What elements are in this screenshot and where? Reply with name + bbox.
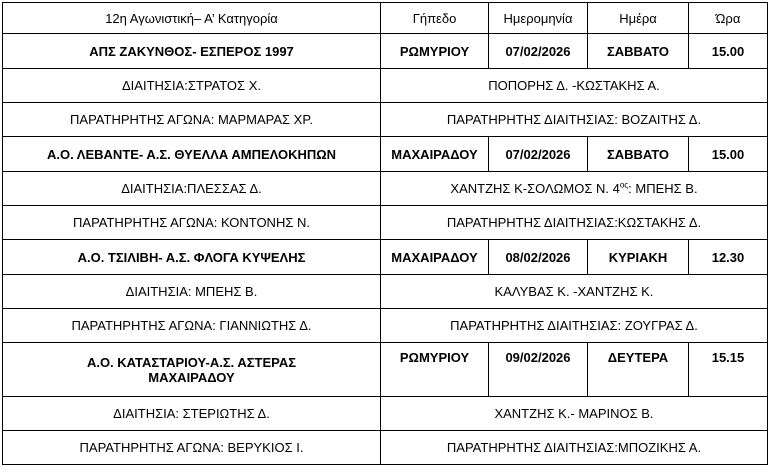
match-teams-line2: ΜΑΧΑΙΡΑΔΟΥ xyxy=(148,369,235,385)
fourth-official-text: : ΜΠΕΗΣ Β. xyxy=(628,181,698,196)
officials-row xyxy=(3,172,768,206)
schedule-table xyxy=(2,2,768,465)
match-teams-line1: Α.Ο. ΚΑΤΑΣΤΑΡΙΟΥ-Α.Σ. ΑΣΤΕΡΑΣ xyxy=(86,354,297,370)
referee-observer-cell: ΠΑΡΑΤΗΡΗΤΗΣ ΔΙΑΙΤΗΣΙΑΣ:ΜΠΟΖΙΚΗΣ Α. xyxy=(381,431,768,465)
match-day: ΚΥΡΙΑΚΗ xyxy=(588,240,689,275)
assistants-cell: ΠΟΠΟΡΗΣ Δ. -ΚΩΣΤΑΚΗΣ Α. xyxy=(381,69,768,103)
header-round: 12η Αγωνιστική– Α’ Κατηγορία xyxy=(3,3,381,34)
match-venue: ΡΩΜΥΡΙΟΥ xyxy=(381,343,489,397)
referee-cell: ΔΙΑΙΤΗΣΙΑ:ΠΛΕΣΣΑΣ Δ. xyxy=(3,172,381,206)
match-row xyxy=(3,137,768,172)
match-date: 07/02/2026 xyxy=(489,137,588,172)
match-venue: ΜΑΧΑΙΡΑΔΟΥ xyxy=(381,240,489,275)
match-time: 15.00 xyxy=(689,137,768,172)
referee-cell: ΔΙΑΙΤΗΣΙΑ: ΣΤΕΡΙΩΤΗΣ Δ. xyxy=(3,397,381,431)
match-day: ΣΑΒΒΑΤΟ xyxy=(588,34,689,69)
match-day: ΣΑΒΒΑΤΟ xyxy=(588,137,689,172)
observers-row xyxy=(3,103,768,137)
match-teams: Α.Ο. ΛΕΒΑΝΤΕ- Α.Σ. ΘΥΕΛΛΑ ΑΜΠΕΛΟΚΗΠΩΝ xyxy=(3,137,381,172)
match-time: 15.15 xyxy=(689,343,768,397)
referee-cell: ΔΙΑΙΤΗΣΙΑ:ΣΤΡΑΤΟΣ Χ. xyxy=(3,69,381,103)
referee-observer-cell: ΠΑΡΑΤΗΡΗΤΗΣ ΔΙΑΙΤΗΣΙΑΣ: ΖΟΥΓΡΑΣ Δ. xyxy=(381,309,768,343)
match-row xyxy=(3,240,768,275)
observers-row xyxy=(3,431,768,465)
header-time: Ώρα xyxy=(689,3,768,34)
assistants-text: ΧΑΝΤΖΗΣ Κ-ΣΟΛΩΜΟΣ Ν. 4 xyxy=(450,181,620,196)
match-row xyxy=(3,34,768,69)
match-teams xyxy=(3,343,381,397)
match-teams: Α.Ο. ΤΣΙΛΙΒΗ- Α.Σ. ΦΛΟΓΑ ΚΥΨΕΛΗΣ xyxy=(3,240,381,275)
observers-row xyxy=(3,206,768,240)
match-venue: ΡΩΜΥΡΙΟΥ xyxy=(381,34,489,69)
match-observer-cell: ΠΑΡΑΤΗΡΗΤΗΣ ΑΓΩΝΑ: ΒΕΡΥΚΙΟΣ Ι. xyxy=(3,431,381,465)
assistants-cell xyxy=(381,172,768,206)
referee-cell: ΔΙΑΙΤΗΣΙΑ: ΜΠΕΗΣ Β. xyxy=(3,275,381,309)
match-observer-cell: ΠΑΡΑΤΗΡΗΤΗΣ ΑΓΩΝΑ: ΓΙΑΝΝΙΩΤΗΣ Δ. xyxy=(3,309,381,343)
match-venue: ΜΑΧΑΙΡΑΔΟΥ xyxy=(381,137,489,172)
observers-row xyxy=(3,309,768,343)
officials-row xyxy=(3,275,768,309)
referee-observer-cell: ΠΑΡΑΤΗΡΗΤΗΣ ΔΙΑΙΤΗΣΙΑΣ: ΒΟΖΑΙΤΗΣ Δ. xyxy=(381,103,768,137)
header-row xyxy=(3,3,768,34)
ordinal-superscript: ος xyxy=(619,180,629,190)
referee-observer-cell: ΠΑΡΑΤΗΡΗΤΗΣ ΔΙΑΙΤΗΣΙΑΣ:ΚΩΣΤΑΚΗΣ Δ. xyxy=(381,206,768,240)
match-date: 09/02/2026 xyxy=(489,343,588,397)
match-time: 12.30 xyxy=(689,240,768,275)
match-observer-cell: ΠΑΡΑΤΗΡΗΤΗΣ ΑΓΩΝΑ: ΚΟΝΤΟΝΗΣ Ν. xyxy=(3,206,381,240)
header-date: Ημερομηνία xyxy=(489,3,588,34)
match-time: 15.00 xyxy=(689,34,768,69)
header-day: Ημέρα xyxy=(588,3,689,34)
match-date: 08/02/2026 xyxy=(489,240,588,275)
officials-row xyxy=(3,69,768,103)
match-row xyxy=(3,343,768,397)
match-teams: ΑΠΣ ΖΑΚΥΝΘΟΣ- ΕΣΠΕΡΟΣ 1997 xyxy=(3,34,381,69)
header-venue: Γήπεδο xyxy=(381,3,489,34)
match-day: ΔΕΥΤΕΡΑ xyxy=(588,343,689,397)
assistants-cell: ΧΑΝΤΖΗΣ Κ.- ΜΑΡΙΝΟΣ Β. xyxy=(381,397,768,431)
match-observer-cell: ΠΑΡΑΤΗΡΗΤΗΣ ΑΓΩΝΑ: ΜΑΡΜΑΡΑΣ ΧΡ. xyxy=(3,103,381,137)
assistants-cell: ΚΑΛΥΒΑΣ Κ. -ΧΑΝΤΖΗΣ Κ. xyxy=(381,275,768,309)
match-date: 07/02/2026 xyxy=(489,34,588,69)
officials-row xyxy=(3,397,768,431)
